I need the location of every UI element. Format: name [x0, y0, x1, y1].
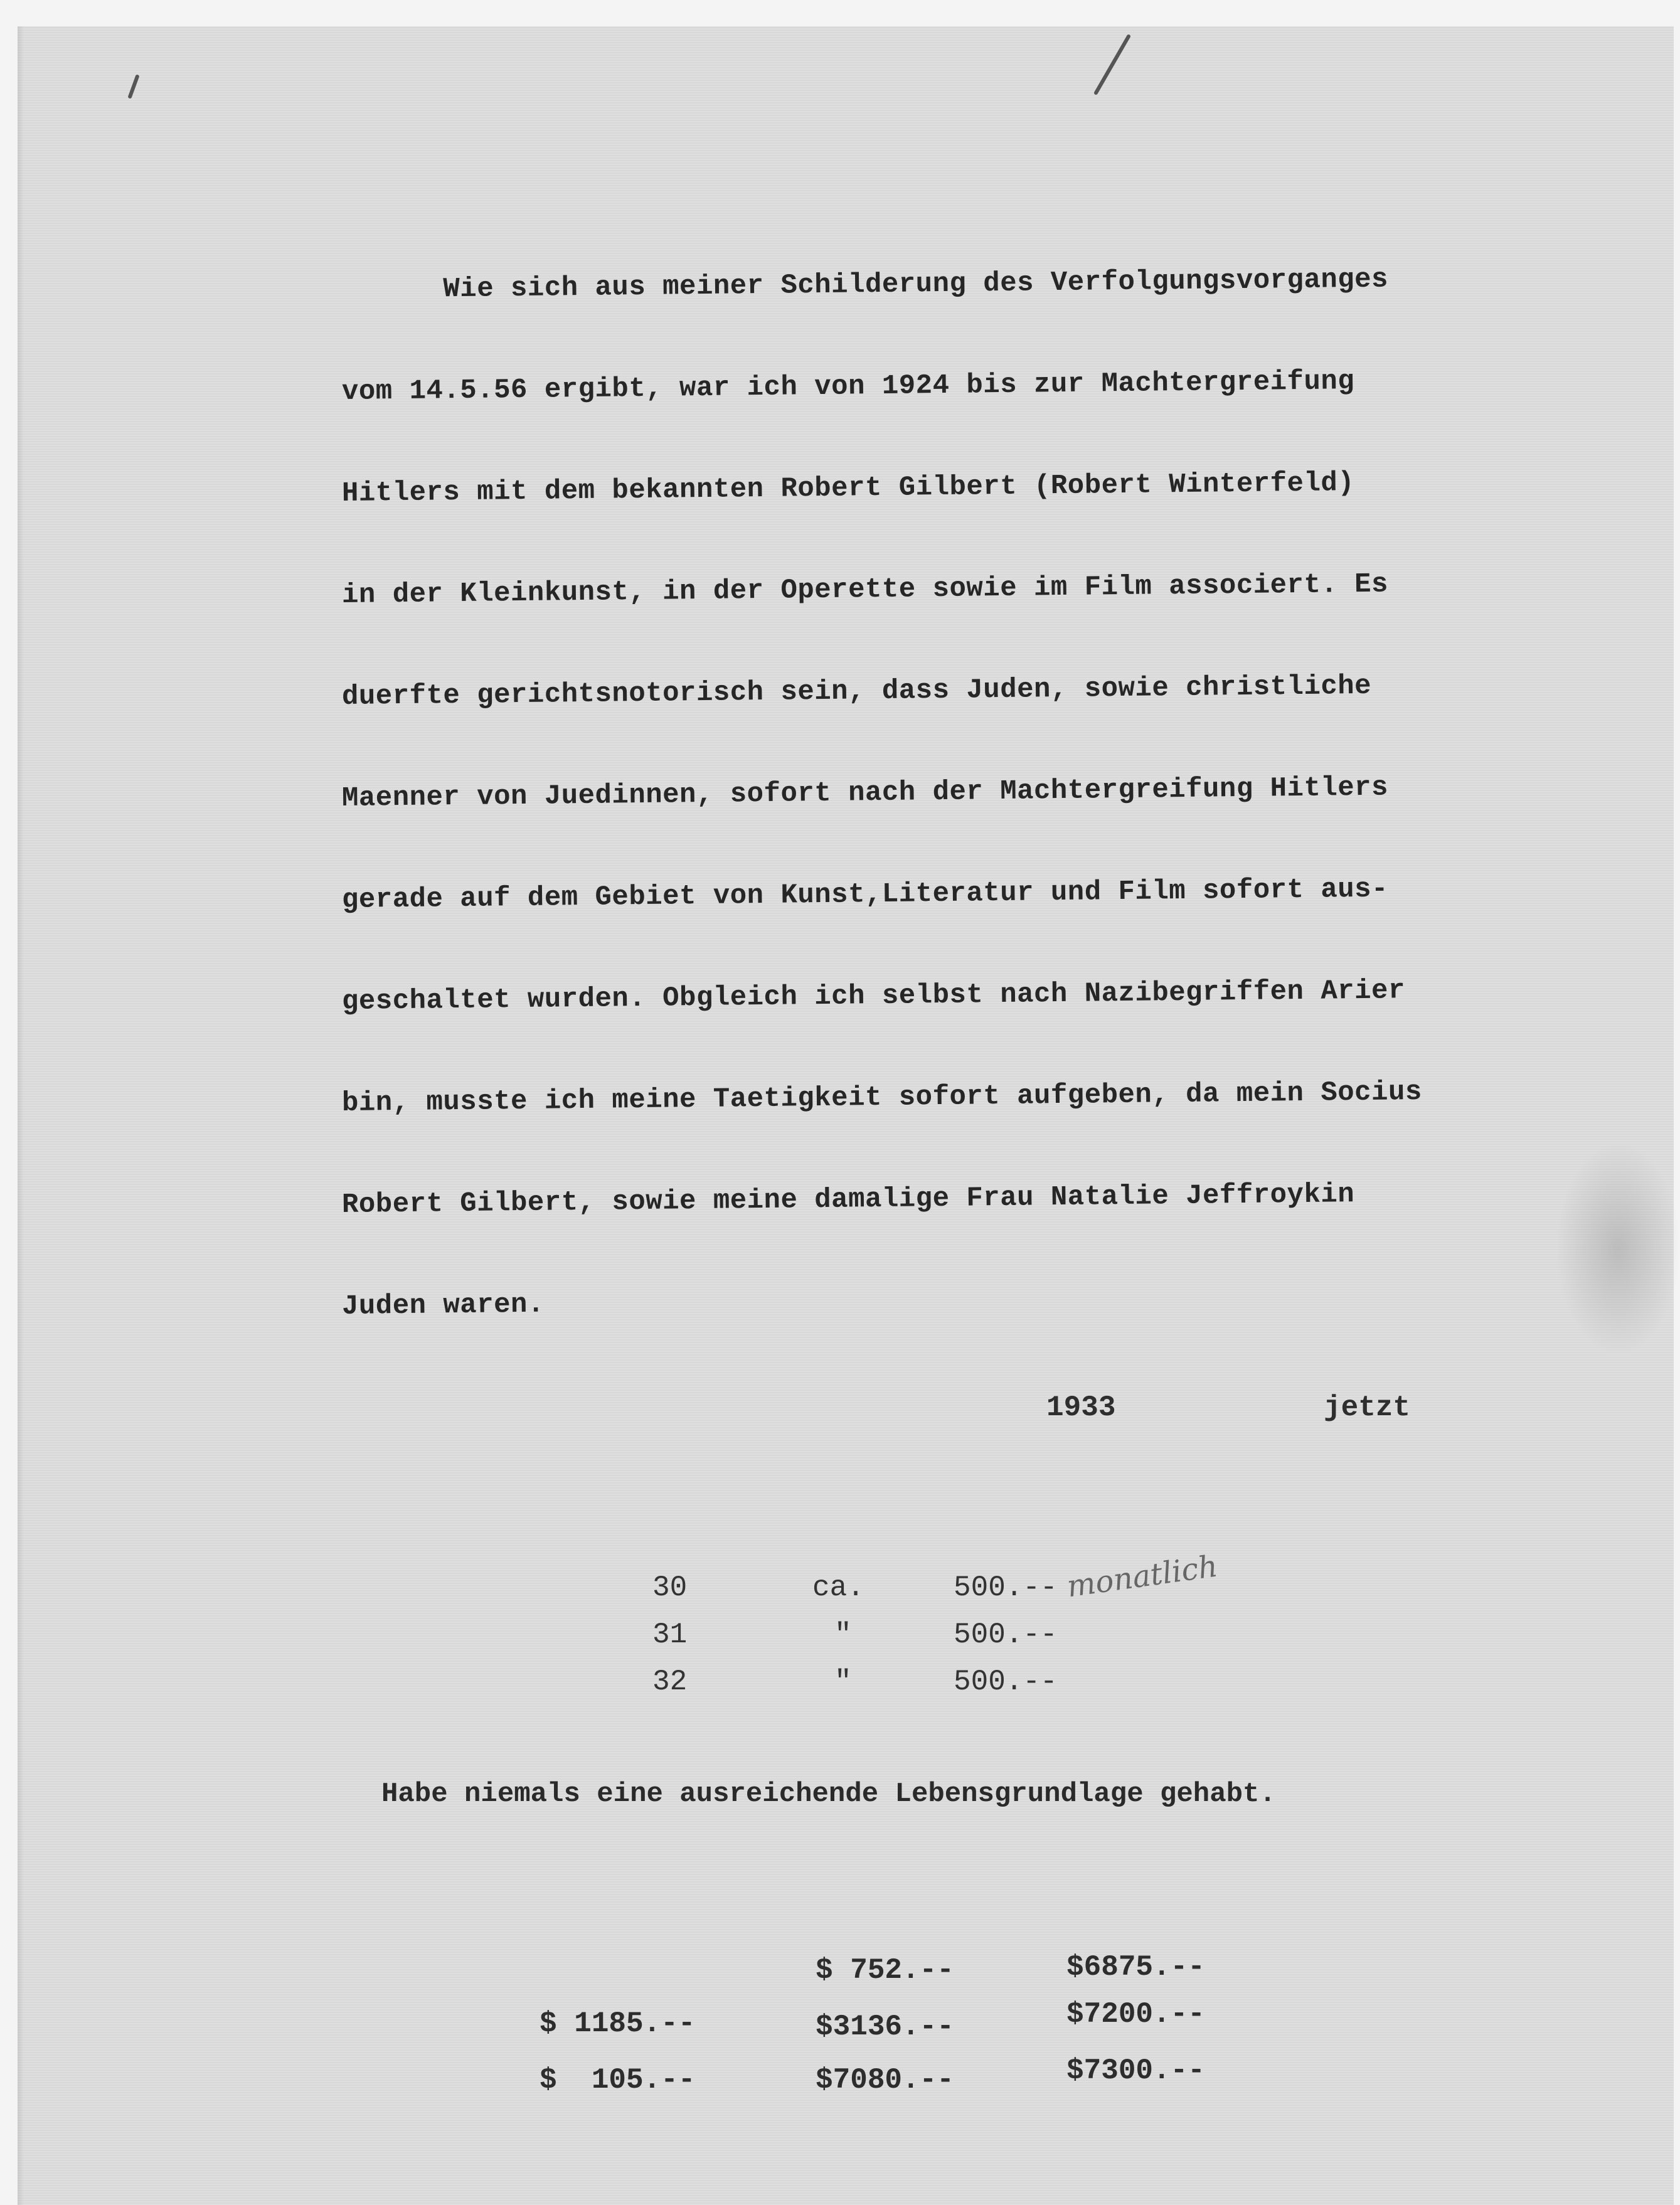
column-header-now: jetzt [1324, 1391, 1411, 1424]
paragraph-line: vom 14.5.56 ergibt, war ich von 1924 bis zur Machtergreifung [341, 366, 1355, 408]
income-qualifier: " [834, 1618, 852, 1651]
income-amount: 500.-- [954, 1666, 1058, 1698]
dollar-amount: $ 1185.-- [540, 2007, 696, 2040]
income-amount: 500.-- [954, 1571, 1058, 1604]
paragraph-line: gerade auf dem Gebiet von Kunst,Literatur und Film sofort aus- [341, 873, 1389, 916]
paragraph-line: Hitlers mit dem bekannten Robert Gilbert (Robert Winterfeld) [341, 467, 1355, 509]
dollar-amount: $3136.-- [816, 2011, 954, 2043]
column-header-1933: 1933 [1046, 1391, 1116, 1424]
paragraph-line: Robert Gilbert, sowie meine damalige Frau Natalie Jeffroykin [341, 1179, 1355, 1221]
paragraph-line: Wie sich aus meiner Schilderung des Verfolgungsvorganges [341, 263, 1389, 306]
dollar-amount: $ 752.-- [816, 1954, 954, 1987]
income-qualifier: ca. [812, 1571, 864, 1604]
closing-statement: Habe niemals eine ausreichende Lebensgrundlage gehabt. [381, 1778, 1276, 1810]
income-year: 30 [652, 1571, 688, 1604]
income-amount: 500.-- [954, 1618, 1058, 1651]
paragraph-line: in der Kleinkunst, in der Operette sowie im Film associert. Es [341, 568, 1389, 611]
dollar-amount: $6875.-- [1066, 1951, 1205, 1984]
dollar-amount: $ 105.-- [540, 2064, 696, 2096]
paragraph-line: duerfte gerichtsnotorisch sein, dass Juden, sowie christliche [341, 670, 1372, 713]
dollar-amount: $7300.-- [1066, 2054, 1205, 2087]
dollar-amount: $7080.-- [816, 2064, 954, 2096]
paragraph-line: Maenner von Juedinnen, sofort nach der Machtergreifung Hitlers [341, 772, 1389, 814]
paragraph-line: geschaltet wurden. Obgleich ich selbst nach Nazibegriffen Arier [341, 975, 1406, 1017]
handwritten-note: monatlich [1065, 1548, 1220, 1605]
income-year: 31 [652, 1618, 688, 1651]
paragraph-line: Juden waren. [341, 1288, 545, 1322]
paragraph-line: bin, musste ich meine Taetigkeit sofort aufgeben, da mein Socius [341, 1076, 1423, 1119]
page-edge-shadow [18, 26, 24, 2205]
dollar-amount: $7200.-- [1066, 1998, 1205, 2031]
statement-paragraph [342, 206, 1659, 1358]
income-year: 32 [652, 1666, 688, 1698]
income-qualifier: " [834, 1666, 852, 1698]
